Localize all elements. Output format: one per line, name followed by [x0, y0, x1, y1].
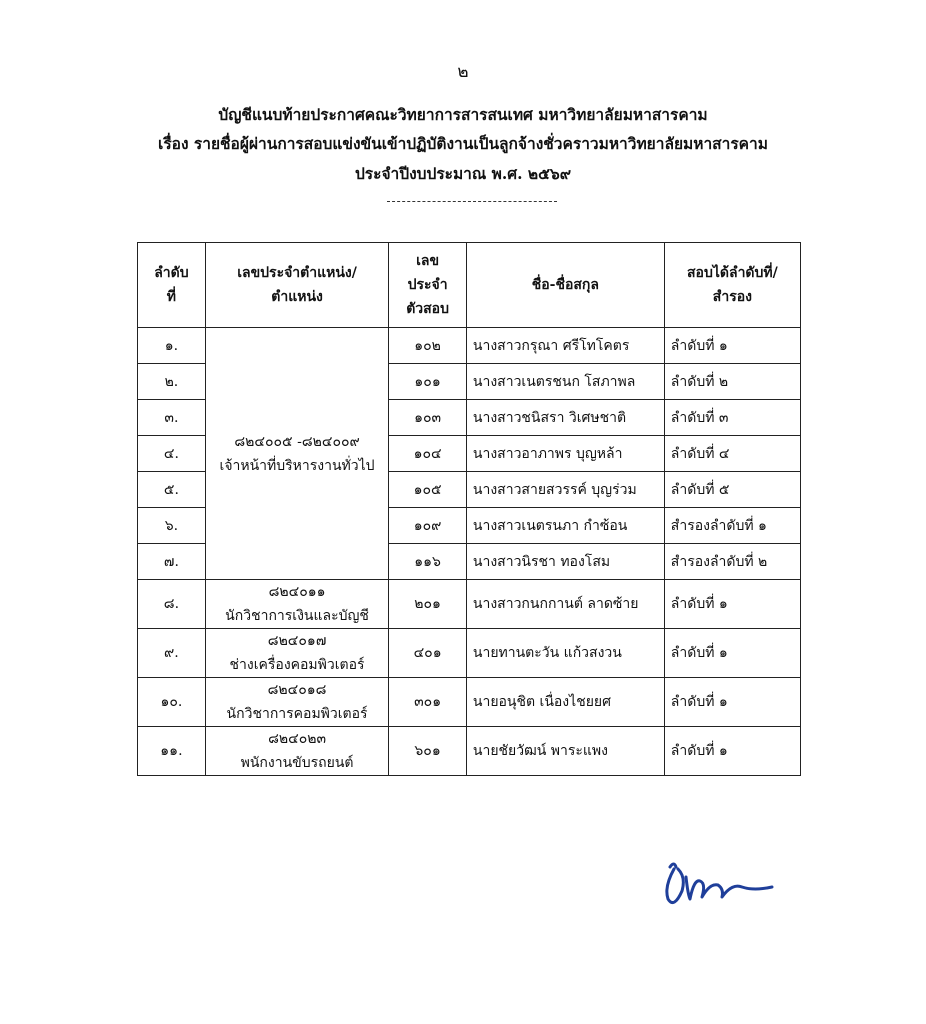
header-position-line1: เลขประจำตำแหน่ง/ — [237, 265, 357, 281]
table-row — [138, 328, 801, 364]
position-cell — [205, 328, 388, 580]
row-name: นางสาวเนตรชนก โสภาพล — [466, 364, 664, 400]
header-exam-number — [389, 243, 467, 328]
position-cell — [205, 629, 388, 678]
table-header-row — [138, 243, 801, 328]
header-rank — [664, 243, 800, 328]
position-cell — [205, 678, 388, 727]
announcement-title: บัญชีแนบท้ายประกาศคณะวิทยาการสารสนเทศ มหาวิทยาลัยมหาสารคาม — [218, 105, 708, 124]
row-rank: สำรองลำดับที่ ๒ — [664, 544, 800, 580]
row-rank: สำรองลำดับที่ ๑ — [664, 508, 800, 544]
fiscal-year-line: ประจำปีงบประมาณ พ.ศ. ๒๕๖๙ — [354, 164, 572, 183]
table-row — [138, 678, 801, 727]
position-code: ๘๒๔๐๑๘ — [267, 682, 327, 698]
row-order: ๘. — [138, 580, 206, 629]
position-title: นักวิชาการคอมพิวเตอร์ — [226, 706, 368, 722]
row-exam-number: ๑๐๓ — [389, 400, 467, 436]
row-rank: ลำดับที่ ๕ — [664, 472, 800, 508]
row-order: ๔. — [138, 436, 206, 472]
row-order: ๖. — [138, 508, 206, 544]
header-order-line1: ลำดับ — [154, 265, 189, 281]
row-rank: ลำดับที่ ๓ — [664, 400, 800, 436]
row-name: นางสาวกรุณา ศรีโทโคตร — [466, 328, 664, 364]
row-name: นางสาวกนกกานต์ ลาดซ้าย — [466, 580, 664, 629]
row-rank: ลำดับที่ ๒ — [664, 364, 800, 400]
row-exam-number: ๑๐๒ — [389, 328, 467, 364]
position-code: ๘๒๔๐๑๗ — [267, 633, 327, 649]
header-rank-line1: สอบได้ลำดับที่/ — [687, 265, 778, 281]
header-rank-line2: สำรอง — [712, 289, 752, 305]
row-name: นางสาวชนิสรา วิเศษชาติ — [466, 400, 664, 436]
header-position-line2: ตำแหน่ง — [271, 289, 323, 305]
position-title: ช่างเครื่องคอมพิวเตอร์ — [229, 657, 365, 673]
row-exam-number: ๖๐๑ — [389, 727, 467, 776]
row-rank: ลำดับที่ ๔ — [664, 436, 800, 472]
dashed-divider — [387, 201, 557, 202]
row-exam-number: ๒๐๑ — [389, 580, 467, 629]
header-order-line2: ที่ — [166, 289, 177, 305]
signature-stroke — [667, 864, 772, 903]
row-order: ๑๑. — [138, 727, 206, 776]
header-exam-line2: ประจำ — [407, 277, 448, 293]
header-exam-line1: เลข — [416, 253, 440, 269]
header-order — [138, 243, 206, 328]
signature — [650, 855, 800, 915]
row-exam-number: ๓๐๑ — [389, 678, 467, 727]
row-name: นางสาวอาภาพร บุญหล้า — [466, 436, 664, 472]
row-order: ๑๐. — [138, 678, 206, 727]
row-order: ๒. — [138, 364, 206, 400]
position-title: เจ้าหน้าที่บริหารงานทั่วไป — [219, 457, 375, 474]
header-name: ชื่อ-ชื่อสกุล — [466, 243, 664, 328]
results-table — [137, 242, 801, 776]
row-exam-number: ๑๐๑ — [389, 364, 467, 400]
announcement-subject: เรื่อง รายชื่อผู้ผ่านการสอบแข่งขันเข้าปฏิบัติงานเป็นลูกจ้างชั่วคราวมหาวิทยาลัยมหาสารคาม — [158, 134, 768, 153]
row-rank: ลำดับที่ ๑ — [664, 328, 800, 364]
row-name: นายทานตะวัน แก้วสงวน — [466, 629, 664, 678]
row-rank: ลำดับที่ ๑ — [664, 629, 800, 678]
header-exam-line3: ตัวสอบ — [406, 301, 449, 317]
table-row — [138, 727, 801, 776]
position-title: พนักงานขับรถยนต์ — [240, 755, 354, 771]
position-title: นักวิชาการเงินและบัญชี — [225, 608, 369, 624]
row-rank: ลำดับที่ ๑ — [664, 580, 800, 629]
position-code: ๘๒๔๐๑๑ — [268, 584, 326, 600]
header-position — [205, 243, 388, 328]
row-exam-number: ๑๑๖ — [389, 544, 467, 580]
row-name: นายอนุชิต เนื่องไชยยศ — [466, 678, 664, 727]
row-order: ๙. — [138, 629, 206, 678]
table-row — [138, 629, 801, 678]
row-rank: ลำดับที่ ๑ — [664, 727, 800, 776]
row-order: ๕. — [138, 472, 206, 508]
position-code: ๘๒๔๐๒๓ — [268, 731, 327, 747]
row-exam-number: ๑๐๕ — [389, 472, 467, 508]
row-name: นางสาวสายสวรรค์ บุญร่วม — [466, 472, 664, 508]
position-code: ๘๒๔๐๐๕ -๘๒๔๐๐๙ — [234, 433, 360, 450]
row-exam-number: ๔๐๑ — [389, 629, 467, 678]
row-name: นายชัยวัฒน์ พาระแพง — [466, 727, 664, 776]
position-cell — [205, 727, 388, 776]
row-rank: ลำดับที่ ๑ — [664, 678, 800, 727]
row-order: ๗. — [138, 544, 206, 580]
row-exam-number: ๑๐๔ — [389, 436, 467, 472]
row-exam-number: ๑๐๙ — [389, 508, 467, 544]
row-order: ๑. — [138, 328, 206, 364]
position-cell — [205, 580, 388, 629]
row-name: นางสาวนิรชา ทองโสม — [466, 544, 664, 580]
row-name: นางสาวเนตรนภา กำซ้อน — [466, 508, 664, 544]
table-row — [138, 580, 801, 629]
page-number: ๒ — [457, 62, 469, 82]
row-order: ๓. — [138, 400, 206, 436]
